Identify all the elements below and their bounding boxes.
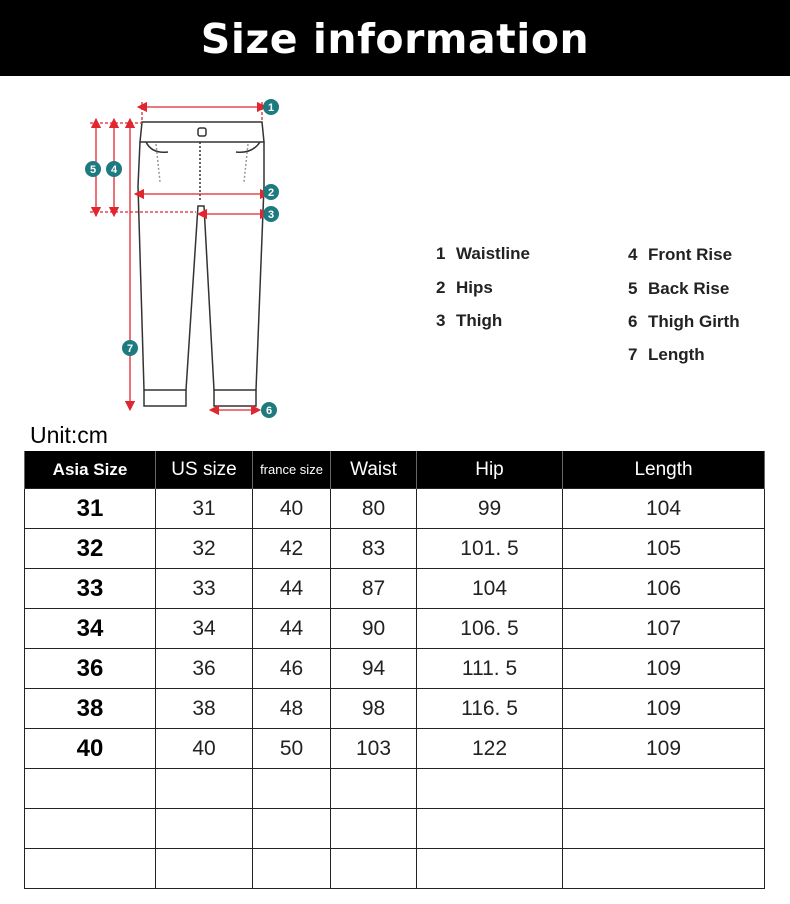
table-cell: 111. 5: [417, 649, 563, 689]
table-cell: [331, 769, 417, 809]
legend-item: 3 Thigh: [436, 311, 503, 330]
table-cell: [253, 769, 331, 809]
table-cell: [331, 809, 417, 849]
table-cell: 104: [563, 489, 765, 529]
table-cell: 42: [253, 529, 331, 569]
svg-text:2: 2: [267, 187, 275, 199]
page-title: Size information: [0, 0, 790, 76]
table-cell: 40: [156, 729, 253, 769]
table-cell: 116. 5: [417, 689, 563, 729]
table-row: [25, 729, 765, 769]
table-cell: [331, 849, 417, 889]
table-cell: 83: [331, 529, 417, 569]
table-cell: 32: [25, 529, 156, 569]
marker-3-icon: [263, 206, 279, 222]
table-cell: 34: [156, 609, 253, 649]
table-row: [25, 649, 765, 689]
table-cell: 36: [25, 649, 156, 689]
column-header: Length: [563, 451, 765, 489]
table-cell: [156, 809, 253, 849]
table-cell: 105: [563, 529, 765, 569]
table-cell: 101. 5: [417, 529, 563, 569]
table-cell: [563, 809, 765, 849]
table-cell: 103: [331, 729, 417, 769]
table-cell: 122: [417, 729, 563, 769]
column-header: US size: [156, 451, 253, 489]
table-cell: 31: [156, 489, 253, 529]
table-cell: [563, 769, 765, 809]
table-row: [25, 529, 765, 569]
unit-label: Unit:cm: [30, 422, 108, 448]
table-cell: 46: [253, 649, 331, 689]
marker-6-icon: [261, 402, 277, 418]
table-cell: 32: [156, 529, 253, 569]
legend-item: 7 Length: [628, 345, 705, 364]
table-cell: 38: [156, 689, 253, 729]
table-cell: 44: [253, 569, 331, 609]
table-row: [25, 569, 765, 609]
table-cell: [563, 849, 765, 889]
table-cell: 90: [331, 609, 417, 649]
pants-measurement-diagram: [76, 90, 296, 430]
marker-2-icon: [263, 184, 279, 200]
table-cell: 99: [417, 489, 563, 529]
table-cell: 40: [25, 729, 156, 769]
marker-4-icon: [106, 161, 122, 177]
legend-item: 1 Waistline: [436, 244, 530, 263]
table-row: [25, 489, 765, 529]
table-cell: [25, 849, 156, 889]
table-cell: 38: [25, 689, 156, 729]
table-cell: 107: [563, 609, 765, 649]
table-row: [25, 609, 765, 649]
table-cell: [417, 849, 563, 889]
column-header: france size: [253, 451, 331, 489]
table-cell: 109: [563, 729, 765, 769]
pants-outline: [138, 122, 264, 406]
table-cell: 36: [156, 649, 253, 689]
table-cell: 106. 5: [417, 609, 563, 649]
svg-text:5: 5: [89, 164, 97, 176]
column-header: Asia Size: [25, 451, 156, 489]
table-cell: 48: [253, 689, 331, 729]
table-row: [25, 809, 765, 849]
table-cell: 106: [563, 569, 765, 609]
table-cell: 33: [25, 569, 156, 609]
table-cell: 98: [331, 689, 417, 729]
legend-item: 5 Back Rise: [628, 279, 730, 298]
table-cell: 40: [253, 489, 331, 529]
table-header-row: [25, 451, 765, 489]
legend-item: 2 Hips: [436, 278, 493, 297]
svg-text:7: 7: [126, 343, 134, 355]
table-row: [25, 689, 765, 729]
legend-item: 6 Thigh Girth: [628, 312, 740, 331]
table-cell: 87: [331, 569, 417, 609]
table-cell: 109: [563, 649, 765, 689]
size-table: [24, 451, 765, 889]
table-cell: 104: [417, 569, 563, 609]
table-cell: 50: [253, 729, 331, 769]
table-cell: [417, 809, 563, 849]
svg-text:4: 4: [110, 164, 118, 176]
marker-1-icon: [263, 99, 279, 115]
table-row: [25, 769, 765, 809]
table-cell: [25, 809, 156, 849]
legend-item: 4 Front Rise: [628, 245, 733, 264]
table-cell: [253, 849, 331, 889]
svg-text:3: 3: [267, 209, 275, 221]
table-cell: [156, 769, 253, 809]
table-cell: 94: [331, 649, 417, 689]
table-cell: 80: [331, 489, 417, 529]
column-header: Waist: [331, 451, 417, 489]
column-header: Hip: [417, 451, 563, 489]
marker-7-icon: [122, 340, 138, 356]
table-cell: [253, 809, 331, 849]
table-cell: [25, 769, 156, 809]
table-cell: 109: [563, 689, 765, 729]
table-cell: [417, 769, 563, 809]
table-cell: 33: [156, 569, 253, 609]
svg-text:6: 6: [265, 405, 273, 417]
table-cell: 44: [253, 609, 331, 649]
table-cell: [156, 849, 253, 889]
svg-text:1: 1: [267, 102, 275, 114]
table-cell: 34: [25, 609, 156, 649]
marker-5-icon: [85, 161, 101, 177]
table-row: [25, 849, 765, 889]
table-cell: 31: [25, 489, 156, 529]
